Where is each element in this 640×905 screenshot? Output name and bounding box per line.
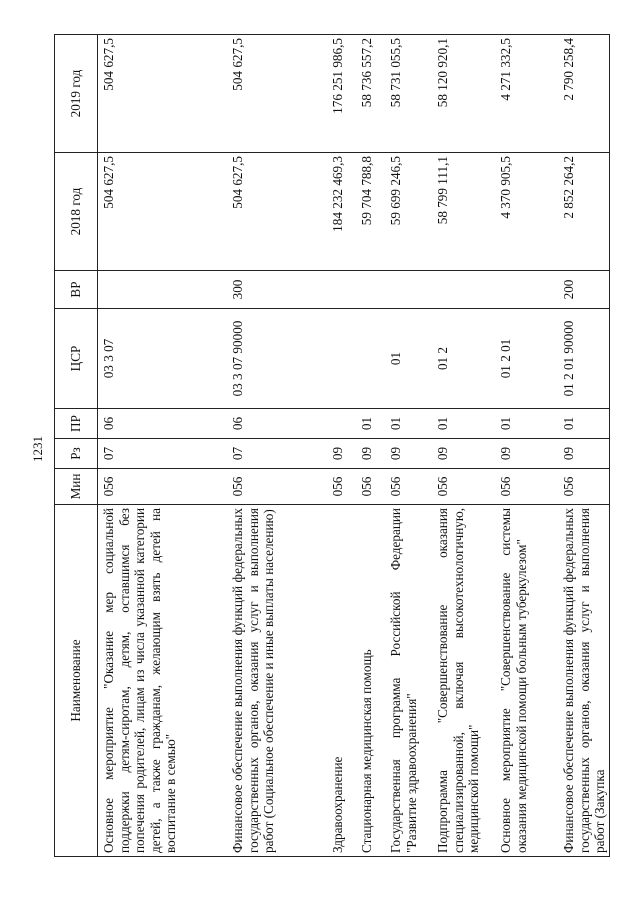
row-2019: 58 120 920,1 <box>432 35 495 153</box>
row-name: Основное мероприятие "Совершенствование системы оказания медицинской помощи больным туберкулезом" <box>495 505 558 857</box>
row-pr: 01 <box>558 409 610 439</box>
row-rz: 07 <box>98 439 228 469</box>
row-min: 056 <box>495 469 558 505</box>
row-pr: 06 <box>98 409 228 439</box>
row-pr: 01 <box>495 409 558 439</box>
row-pr: 01 <box>356 409 385 439</box>
row-min: 056 <box>227 469 327 505</box>
table-row <box>385 35 432 857</box>
row-2019: 4 271 332,5 <box>495 35 558 153</box>
row-pr: 01 <box>385 409 432 439</box>
row-2019: 2 790 258,4 <box>558 35 610 153</box>
row-csr: 01 <box>385 309 432 409</box>
row-name: Стационарная медицинская помощь <box>356 505 385 857</box>
col-header-vr: ВР <box>55 271 98 309</box>
row-rz: 09 <box>558 439 610 469</box>
row-rz: 09 <box>432 439 495 469</box>
table-row <box>356 35 385 857</box>
row-csr: 03 3 07 90000 <box>227 309 327 409</box>
row-vr <box>385 271 432 309</box>
row-pr <box>327 409 356 439</box>
col-header-min: Мин <box>55 469 98 505</box>
col-header-name: Наименование <box>55 505 98 857</box>
col-header-rz: Рз <box>55 439 98 469</box>
row-2018: 4 370 905,5 <box>495 153 558 271</box>
row-min: 056 <box>558 469 610 505</box>
row-name: Государственная программа Российской Федерации "Развитие здравоохранения" <box>385 505 432 857</box>
row-2018: 59 704 788,8 <box>356 153 385 271</box>
row-2018: 504 627,5 <box>227 153 327 271</box>
budget-table-page <box>54 35 606 857</box>
row-2019: 58 736 557,2 <box>356 35 385 153</box>
row-rz: 09 <box>385 439 432 469</box>
row-name: Основное мероприятие "Оказание мер социальной поддержки детям-сиротам, детям, оставшимся без попечения родителей, лицам из числа указанной категории детей, а также гражданам, желающим взять детей на воспитание в семью" <box>98 505 228 857</box>
table-row <box>495 35 558 857</box>
row-pr: 01 <box>432 409 495 439</box>
row-2018: 2 852 264,2 <box>558 153 610 271</box>
row-name: Здравоохранение <box>327 505 356 857</box>
row-csr <box>327 309 356 409</box>
row-min: 056 <box>356 469 385 505</box>
row-vr <box>432 271 495 309</box>
table-row <box>98 35 228 857</box>
col-header-csr: ЦСР <box>55 309 98 409</box>
row-rz: 09 <box>356 439 385 469</box>
col-header-pr: ПР <box>55 409 98 439</box>
row-2018: 59 699 246,5 <box>385 153 432 271</box>
row-name: Финансовое обеспечение выполнения функций федеральных государственных органов, оказания услуг и выполнения работ (Социальное обеспечение и иные выплаты населению) <box>227 505 327 857</box>
row-2019: 504 627,5 <box>227 35 327 153</box>
row-rz: 07 <box>227 439 327 469</box>
page-number: 1231 <box>30 436 45 462</box>
col-header-2018: 2018 год <box>55 153 98 271</box>
row-rz: 09 <box>327 439 356 469</box>
row-vr <box>356 271 385 309</box>
row-rz: 09 <box>495 439 558 469</box>
col-header-2019: 2019 год <box>55 35 98 153</box>
row-csr: 01 2 <box>432 309 495 409</box>
row-2018: 504 627,5 <box>98 153 228 271</box>
table-header-row <box>55 35 98 857</box>
table-row <box>432 35 495 857</box>
row-2019: 504 627,5 <box>98 35 228 153</box>
row-csr <box>356 309 385 409</box>
row-min: 056 <box>432 469 495 505</box>
row-vr <box>495 271 558 309</box>
row-min: 056 <box>327 469 356 505</box>
row-name: Подпрограмма "Совершенствование оказания специализированной, включая высокотехнологичную, медицинской помощи" <box>432 505 495 857</box>
table-row <box>327 35 356 857</box>
row-2018: 58 799 111,1 <box>432 153 495 271</box>
row-2018: 184 232 469,3 <box>327 153 356 271</box>
table-row <box>558 35 610 857</box>
budget-table <box>54 34 610 857</box>
row-min: 056 <box>98 469 228 505</box>
row-vr <box>327 271 356 309</box>
row-2019: 58 731 055,5 <box>385 35 432 153</box>
row-vr: 200 <box>558 271 610 309</box>
row-2019: 176 251 986,5 <box>327 35 356 153</box>
row-min: 056 <box>385 469 432 505</box>
row-name: Финансовое обеспечение выполнения функций федеральных государственных органов, оказания услуг и выполнения работ (Закупка <box>558 505 610 857</box>
row-vr <box>98 271 228 309</box>
row-csr: 01 2 01 <box>495 309 558 409</box>
table-row <box>227 35 327 857</box>
row-vr: 300 <box>227 271 327 309</box>
row-csr: 03 3 07 <box>98 309 228 409</box>
row-pr: 06 <box>227 409 327 439</box>
row-csr: 01 2 01 90000 <box>558 309 610 409</box>
